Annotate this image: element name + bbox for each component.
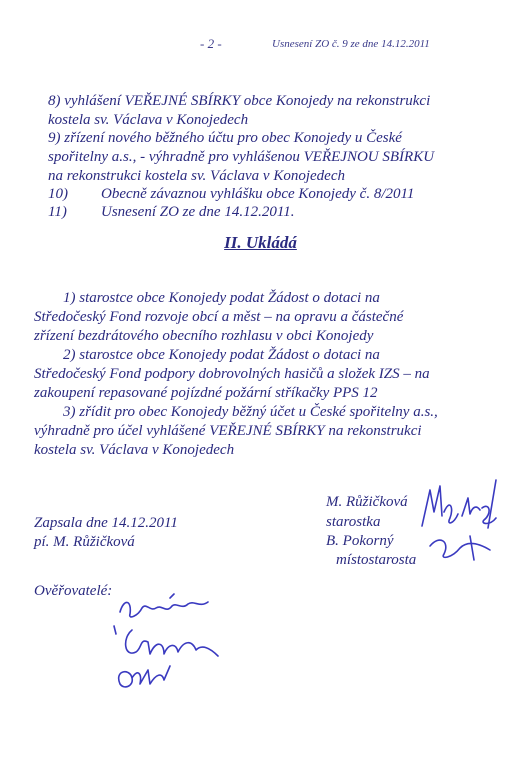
deputy-name: B. Pokorný [326, 533, 394, 549]
resolution-reference: Usnesení ZO č. 9 ze dne 14.12.2011 [272, 38, 430, 50]
task-3-line-3: kostela sv. Václava v Konojedech [34, 442, 235, 458]
list-item-10-text: Obecně závaznou vyhlášku obce Konojedy č. 8/2011 [101, 186, 415, 202]
task-1-line-3: zřízení bezdrátového obecního rozhlasu v obci Konojedy [34, 328, 374, 344]
verifier-signatures [110, 590, 240, 700]
written-on: Zapsala dne 14.12.2011 [34, 515, 178, 531]
section-heading: II. Ukládá [224, 233, 297, 252]
task-3-line-2: výhradně pro účel vyhlášené VEŘEJNÉ SBÍRKY na rekonstrukci [34, 423, 422, 439]
task-2-line-1: 2) starostce obce Konojedy podat Žádost o dotaci na [63, 347, 380, 363]
list-item-10-number: 10) [48, 186, 68, 202]
list-item-11-number: 11) [48, 204, 67, 220]
task-2-line-2: Středočeský Fond podpory dobrovolných hasičů a složek IZS – na [34, 366, 430, 382]
list-item-9-line-3: na rekonstrukci kostela sv. Václava v Konojedech [48, 168, 345, 184]
list-item-8-line-1: 8) vyhlášení VEŘEJNÉ SBÍRKY obce Konojedy na rekonstrukci [48, 93, 431, 109]
mayor-name: M. Růžičková [326, 494, 408, 510]
task-1-line-2: Středočeský Fond rozvoje obcí a měst – na opravu a částečné [34, 309, 404, 325]
verifiers-label: Ověřovatelé: [34, 583, 113, 599]
mayor-title: starostka [326, 514, 381, 530]
task-3-line-1: 3) zřídit pro obec Konojedy běžný účet u České spořitelny a.s., [63, 404, 438, 420]
mayor-signature [410, 468, 510, 568]
list-item-8-line-2: kostela sv. Václava v Konojedech [48, 112, 249, 128]
written-by: pí. M. Růžičková [34, 534, 135, 550]
list-item-9-line-2: spořitelny a.s., - výhradně pro vyhlášenou VEŘEJNOU SBÍRKU [48, 149, 435, 165]
list-item-9-line-1: 9) zřízení nového běžného účtu pro obec Konojedy u České [48, 130, 402, 146]
deputy-title: místostarosta [336, 552, 417, 568]
task-2-line-3: zakoupení repasované pojízdné požární stříkačky PPS 12 [34, 385, 378, 401]
list-item-11-text: Usnesení ZO ze dne 14.12.2011. [101, 204, 295, 220]
task-1-line-1: 1) starostce obce Konojedy podat Žádost o dotaci na [63, 290, 380, 306]
page-number: - 2 - [200, 36, 222, 51]
